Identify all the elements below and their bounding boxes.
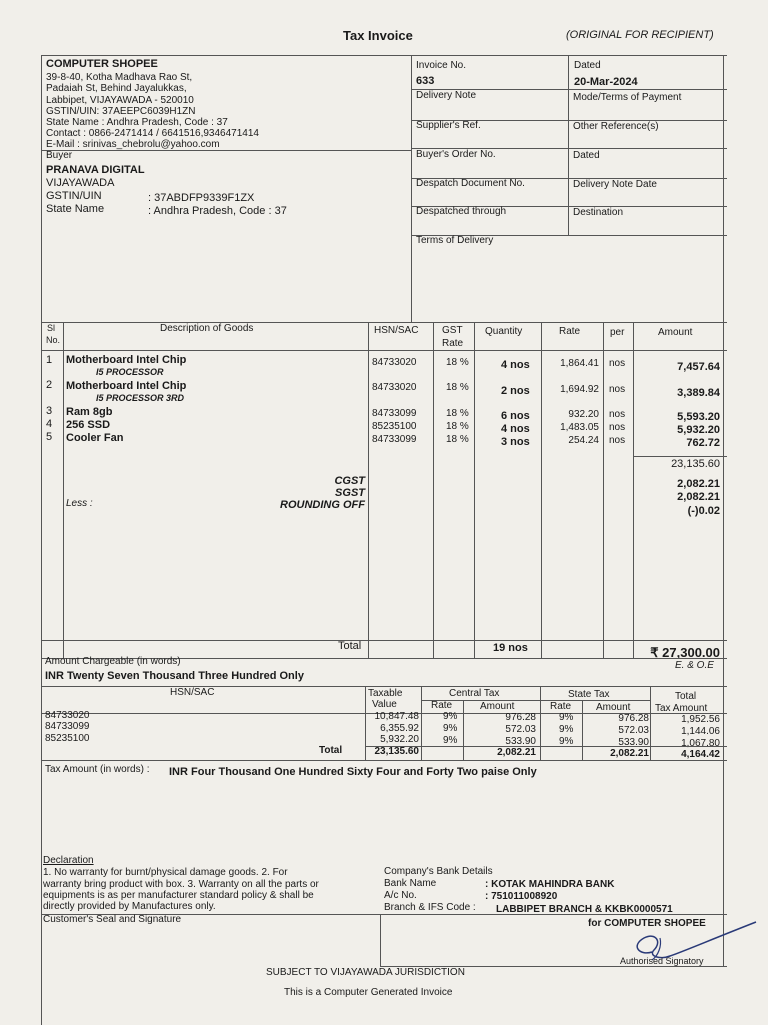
item-rate: 932.20 [568, 409, 599, 420]
item-name: Cooler Fan [66, 432, 124, 444]
sgst-amount: 2,082.21 [677, 491, 720, 503]
buyers-order-label: Buyer's Order No. [416, 149, 496, 160]
total-quantity: 19 nos [493, 642, 528, 654]
central-amount: 976.28 [505, 712, 536, 723]
col-gst: GST [442, 325, 463, 336]
despatched-through-label: Despatched through [416, 206, 507, 217]
item-hsn: 84733020 [372, 382, 417, 393]
divider [41, 322, 727, 323]
buyer-state-label: State Name [46, 203, 105, 215]
total-header: Total [675, 691, 697, 702]
divider [41, 640, 727, 641]
col-sl: Sl [47, 323, 56, 333]
seller-address-line: Padaiah St, Behind Jayalukkas, [46, 83, 187, 94]
item-hsn: 84733020 [372, 357, 417, 368]
item-sl: 2 [46, 379, 53, 391]
taxable-value: 5,932.20 [380, 734, 419, 745]
tax-amount-in-words: INR Four Thousand One Hundred Sixty Four and Forty Two paise Only [169, 766, 537, 778]
taxable-value: 6,355.92 [380, 723, 419, 734]
state-tax-header: State Tax [568, 689, 610, 700]
taxable-total: 23,135.60 [374, 746, 419, 757]
divider [421, 700, 650, 701]
hsn-code: 84733099 [45, 721, 90, 732]
suppliers-ref-label: Supplier's Ref. [416, 120, 481, 131]
central-rate: 9% [443, 711, 458, 722]
state-amount: 572.03 [618, 725, 649, 736]
item-sub: I5 PROCESSOR [96, 367, 164, 377]
declaration-title: Declaration [43, 855, 94, 866]
tax-grand-total: 4,164.42 [681, 749, 720, 760]
item-qty: 3 nos [501, 436, 530, 448]
item-sl: 5 [46, 431, 53, 443]
state-amount: 976.28 [618, 713, 649, 724]
invoice-no-label: Invoice No. [416, 60, 467, 71]
copy-label: (ORIGINAL FOR RECIPIENT) [566, 29, 714, 41]
payment-terms-label: Mode/Terms of Payment [573, 92, 682, 103]
grand-total: ₹ 27,300.00 [650, 645, 720, 660]
state-rate: 9% [559, 736, 574, 747]
taxable-value: 10,847.48 [374, 711, 419, 722]
column-divider [368, 322, 369, 658]
item-qty: 4 nos [501, 423, 530, 435]
document-title: Tax Invoice [343, 28, 413, 43]
divider [633, 456, 727, 457]
value-col-header: Value [372, 699, 397, 710]
invoice-date: 20-Mar-2024 [574, 76, 638, 88]
buyer-name: PRANAVA DIGITAL [46, 164, 145, 176]
column-divider [540, 686, 541, 760]
item-gst: 18 % [446, 357, 469, 368]
item-sl: 1 [46, 354, 53, 366]
for-company-label: for COMPUTER SHOPEE [588, 918, 706, 929]
divider [411, 55, 412, 322]
central-amount: 533.90 [505, 736, 536, 747]
seller-address-line: Labbipet, VIJAYAWADA - 520010 [46, 95, 194, 106]
item-rate: 1,864.41 [560, 358, 599, 369]
item-amount: 5,593.20 [677, 411, 720, 423]
col-rate: Rate [559, 326, 581, 337]
item-hsn: 84733099 [372, 408, 417, 419]
sgst-label: SGST [335, 487, 365, 499]
item-rate: 1,483.05 [560, 422, 599, 433]
divider [41, 350, 727, 351]
col-quantity: Quantity [485, 326, 523, 337]
item-hsn: 84733099 [372, 434, 417, 445]
item-name: Ram 8gb [66, 406, 113, 418]
order-dated-label: Dated [573, 150, 600, 161]
taxable-col-header: Taxable [368, 688, 403, 699]
item-sl: 3 [46, 405, 53, 417]
central-amount: 572.03 [505, 724, 536, 735]
subtotal: 23,135.60 [671, 458, 720, 470]
item-gst: 18 % [446, 408, 469, 419]
rounding-amount: (-)0.02 [687, 505, 720, 517]
item-gst: 18 % [446, 434, 469, 445]
declaration-line: warranty bring product with box. 3. Warranty on all the parts or [43, 879, 319, 890]
item-per: nos [609, 384, 626, 395]
item-per: nos [609, 409, 626, 420]
divider [41, 686, 727, 687]
frame-top [41, 55, 727, 56]
seller-gstin: GSTIN/UIN: 37AEEPC6039H1ZN [46, 106, 196, 117]
buyer-city: VIJAYAWADA [46, 177, 115, 189]
central-rate: 9% [443, 735, 458, 746]
hsn-code: 84733020 [45, 710, 90, 721]
delivery-note-date-label: Delivery Note Date [573, 179, 657, 190]
declaration-line: equipments is as per manufacturer standard policy & shall be [43, 890, 314, 901]
dated-label: Dated [574, 60, 601, 71]
bank-name: : KOTAK MAHINDRA BANK [485, 879, 615, 890]
bank-details-title: Company's Bank Details [384, 866, 493, 877]
item-name: Motherboard Intel Chip [66, 354, 187, 366]
buyer-label: Buyer [46, 150, 73, 161]
jurisdiction-note: SUBJECT TO VIJAYAWADA JURISDICTION [266, 967, 465, 978]
hsn-col-header: HSN/SAC [170, 687, 215, 698]
buyer-state: : Andhra Pradesh, Code : 37 [148, 205, 287, 217]
divider [41, 760, 727, 761]
state-rate: 9% [559, 724, 574, 735]
total-tax: 1,144.06 [681, 726, 720, 737]
total-tax-header: Tax Amount [655, 703, 708, 714]
item-rate: 254.24 [568, 435, 599, 446]
item-sub: I5 PROCESSOR 3RD [96, 393, 185, 403]
delivery-note-label: Delivery Note [416, 90, 477, 101]
column-divider [474, 322, 475, 658]
hsn-total-label: Total [319, 745, 343, 756]
column-divider [603, 322, 604, 658]
central-amount-header: Amount [480, 701, 515, 712]
col-gst-rate: Rate [442, 338, 464, 349]
authorised-signatory-label: Authorised Signatory [620, 956, 704, 966]
total-tax: 1,067.80 [681, 738, 720, 749]
col-no: No. [46, 335, 61, 345]
frame-left [41, 55, 42, 1025]
column-divider [421, 686, 422, 760]
less-label: Less : [66, 498, 93, 509]
invoice-no: 633 [416, 75, 435, 87]
central-rate: 9% [443, 723, 458, 734]
item-amount: 762.72 [686, 437, 720, 449]
branch-ifsc: LABBIPET BRANCH & KKBK0000571 [496, 904, 673, 915]
seller-email: E-Mail : srinivas_chebrolu@yahoo.com [46, 139, 220, 150]
state-total: 2,082.21 [610, 748, 649, 759]
col-per: per [610, 327, 625, 338]
central-tax-header: Central Tax [449, 688, 500, 699]
terms-of-delivery-label: Terms of Delivery [416, 235, 494, 246]
buyer-gstin: : 37ABDFP9339F1ZX [148, 192, 255, 204]
state-rate: 9% [559, 712, 574, 723]
col-description: Description of Goods [160, 323, 254, 334]
buyer-gstin-label: GSTIN/UIN [46, 190, 102, 202]
column-divider [63, 322, 64, 658]
rounding-label: ROUNDING OFF [280, 499, 365, 511]
seller-name: COMPUTER SHOPEE [46, 58, 158, 70]
tax-words-label: Tax Amount (in words) : [45, 764, 150, 775]
column-divider [541, 322, 542, 658]
eoe-label: E. & O.E [675, 660, 714, 671]
declaration-line: 1. No warranty for burnt/physical damage goods. 2. For [43, 867, 288, 878]
column-divider [380, 914, 381, 966]
total-tax: 1,952.56 [681, 714, 720, 725]
amount-words-label: Amount Chargeable (in words) [45, 656, 181, 667]
account-no-label: A/c No. [384, 890, 417, 901]
cgst-label: CGST [334, 475, 365, 487]
divider [568, 55, 569, 235]
divider [365, 746, 727, 747]
state-amount: 533.90 [618, 737, 649, 748]
seller-address-line: 39-8-40, Kotha Madhava Rao St, [46, 72, 193, 83]
item-hsn: 85235100 [372, 421, 417, 432]
state-amount-header: Amount [596, 702, 631, 713]
item-gst: 18 % [446, 382, 469, 393]
total-label: Total [338, 640, 362, 652]
branch-label: Branch & IFS Code : [384, 902, 476, 913]
item-name: Motherboard Intel Chip [66, 380, 187, 392]
state-rate-header: Rate [550, 701, 572, 712]
item-rate: 1,694.92 [560, 384, 599, 395]
destination-label: Destination [573, 207, 624, 218]
item-per: nos [609, 422, 626, 433]
item-per: nos [609, 358, 626, 369]
despatch-doc-label: Despatch Document No. [416, 178, 525, 189]
bank-name-label: Bank Name [384, 878, 437, 889]
customer-seal-label: Customer's Seal and Signature [43, 914, 182, 925]
item-name: 256 SSD [66, 419, 111, 431]
item-amount: 3,389.84 [677, 387, 720, 399]
item-gst: 18 % [446, 421, 469, 432]
central-rate-header: Rate [431, 700, 453, 711]
col-hsn: HSN/SAC [374, 325, 419, 336]
account-no: : 751011008920 [485, 891, 558, 902]
item-qty: 6 nos [501, 410, 530, 422]
divider [41, 150, 411, 151]
declaration-line: directly provided by Manufactures only. [43, 901, 216, 912]
item-qty: 2 nos [501, 385, 530, 397]
frame-right [723, 55, 724, 967]
item-amount: 7,457.64 [677, 361, 720, 373]
generated-note: This is a Computer Generated Invoice [284, 987, 453, 998]
seller-state: State Name : Andhra Pradesh, Code : 37 [46, 117, 228, 128]
item-per: nos [609, 435, 626, 446]
item-sl: 4 [46, 418, 53, 430]
amount-in-words: INR Twenty Seven Thousand Three Hundred Only [45, 670, 304, 682]
central-total: 2,082.21 [497, 747, 536, 758]
seller-contact: Contact : 0866-2471414 / 6641516,9346471414 [46, 128, 259, 139]
column-divider [433, 322, 434, 658]
item-amount: 5,932.20 [677, 424, 720, 436]
item-qty: 4 nos [501, 359, 530, 371]
col-amount: Amount [658, 327, 693, 338]
hsn-code: 85235100 [45, 733, 90, 744]
other-ref-label: Other Reference(s) [573, 121, 659, 132]
cgst-amount: 2,082.21 [677, 478, 720, 490]
